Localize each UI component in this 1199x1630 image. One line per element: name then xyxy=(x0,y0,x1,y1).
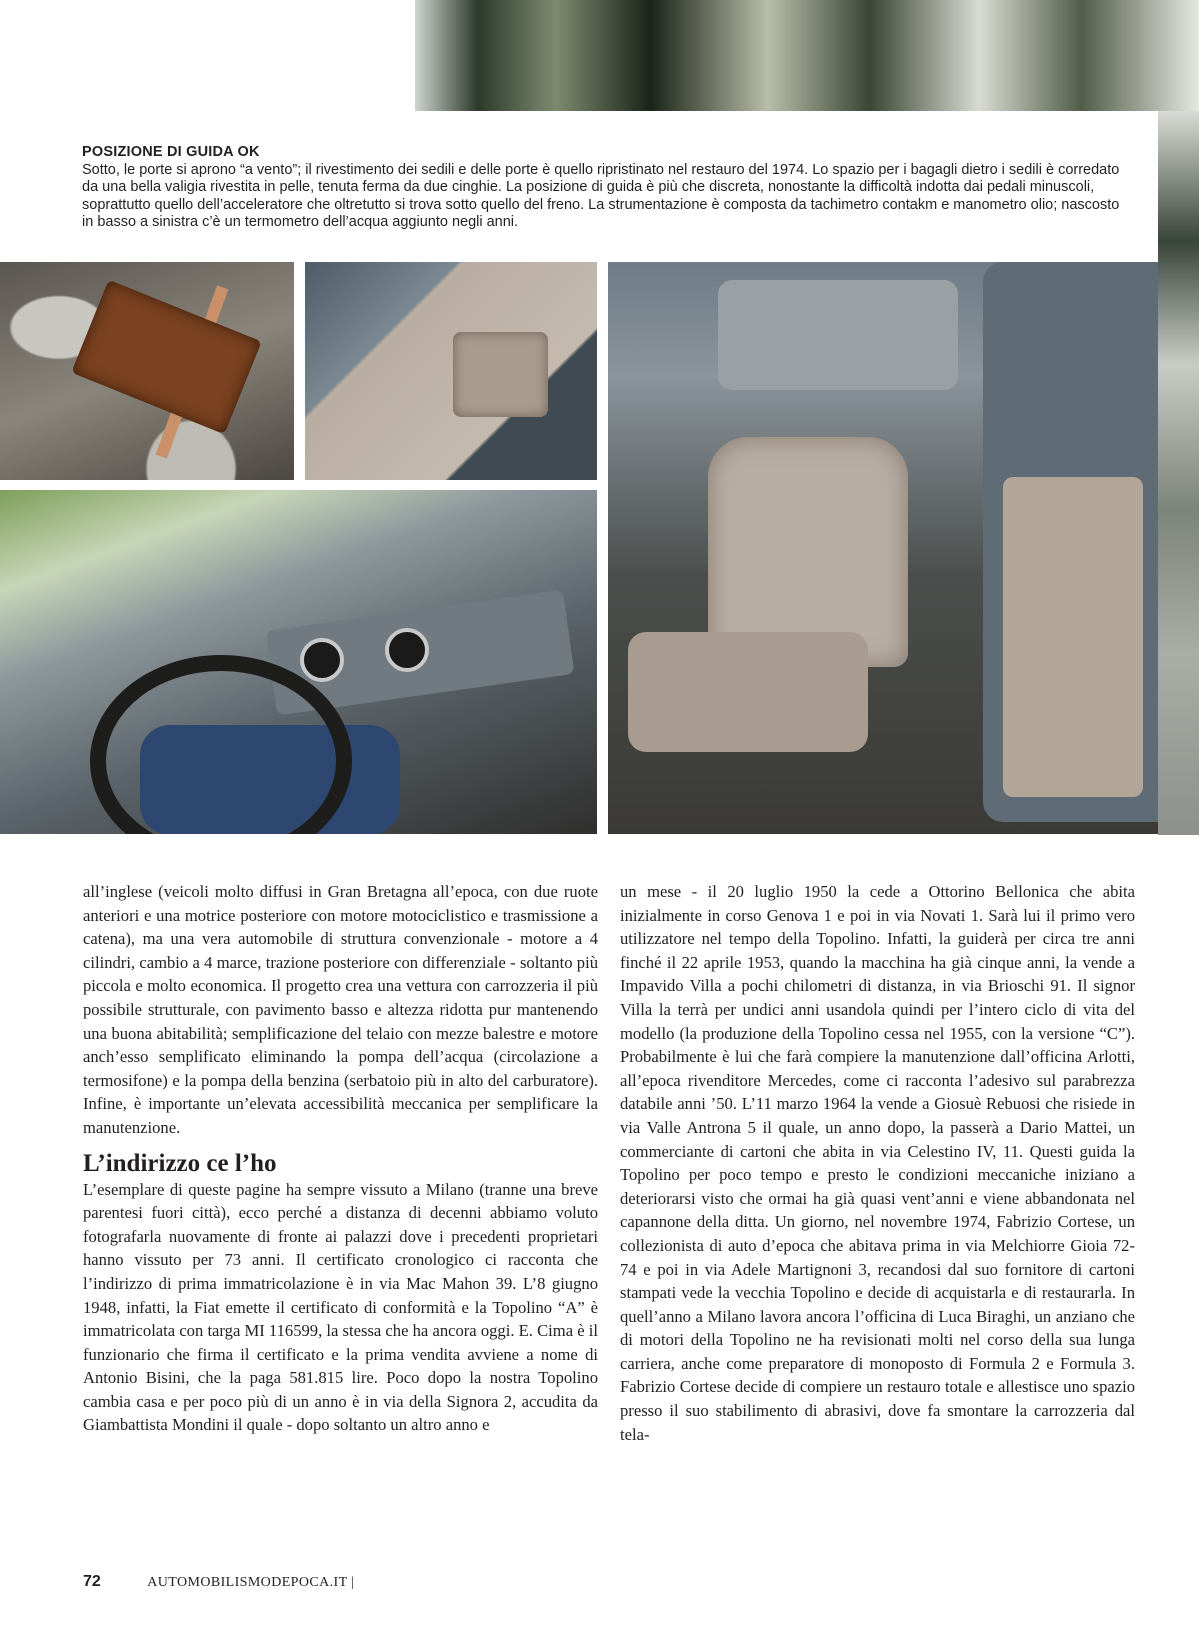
door-trim-shape xyxy=(1003,477,1143,797)
caption-body: Sotto, le porte si aprono “a vento”; il rivestimento dei sedili e delle porte è quello ripristinato nel restauro del 1974. Lo spazio per i bagagli dietro i sedili è corredato da una bella valigia rivestita in pelle, tenuta ferma da due cinghie. La posizione di guida è più che discreta, nonostante la difficoltà indotta dai pedali minuscoli, soprattutto quello dell’acceleratore che oltretutto si trova sotto quello del freno. La strumentazione è composta da tachimetro contakm e manometro olio; nascosto in basso a sinistra c’è un termometro dell’acqua aggiunto negli anni. xyxy=(82,162,1120,231)
article-column-left xyxy=(83,880,598,1437)
site-name: AUTOMOBILISMODEPOCA.IT | xyxy=(147,1575,355,1590)
section-heading: L’indirizzo ce l’ho xyxy=(83,1149,277,1177)
folded-roof-shape xyxy=(718,280,958,390)
seat-base-shape xyxy=(628,632,868,752)
page-number: 72 xyxy=(83,1573,101,1590)
suitcase-shape xyxy=(71,280,261,435)
photo-door-panel xyxy=(305,262,597,480)
photo-seat-interior xyxy=(608,262,1158,834)
article-paragraph: L’esemplare di queste pagine ha sempre vissuto a Milano (tranne una breve parentesi fuori città), ecco perché a distanza di decenni abbiamo voluto fotografarla nuovamente di fronte ai palazzi dove i precedenti proprietari hanno vissuto per 73 anni. Il certificato cronologico ci racconta che l’indirizzo di prima immatricolazione è in via Mac Mahon 39. L’8 giugno 1948, infatti, la Fiat emette il certificato di conformità e la Topolino “A” è immatricolata con targa MI 116599, la stessa che ha ancora oggi. E. Cima è il funzionario che firma il certificato e la prima vendita avviene a nome di Antonio Bisini, che la paga 581.815 lire. Poco dopo la nostra Topolino cambia casa e per poco più di un anno è in via della Signora 2, accudita da Giambattista Mondini il quale - dopo soltanto un altro anno e xyxy=(83,1179,598,1435)
article-paragraph: all’inglese (veicoli molto diffusi in Gran Bretagna all’epoca, con due ruote anteriori e una motrice posteriore con motore motociclistico e trasmissione a catena), ma una vera automobile di struttura convenzionale - motore a 4 cilindri, cambio a 4 marce, trazione posteriore con differenziale - soltanto più piccola e molto economica. Il progetto crea una vettura con carrozzeria il più possibile strutturale, con pavimento basso e altezza ridotta pur mantenendo una buona abitabilità; semplificazione del telaio con mezze balestre e motore anch’esso semplificato eliminando la pompa dell’acqua (circolazione a termosifone) e la pompa della benzina (serbatoio più in alto del carburatore). Infine, è importante un’elevata accessibilità meccanica per semplificare la manutenzione. xyxy=(83,882,598,1137)
caption-title: POSIZIONE DI GUIDA OK xyxy=(82,144,260,160)
gauge-icon xyxy=(300,638,344,682)
hero-photo-strip xyxy=(415,0,1199,111)
article-column-right xyxy=(620,880,1135,1446)
hero-photo-edge xyxy=(1158,111,1199,835)
gauge-icon xyxy=(385,628,429,672)
page-footer xyxy=(83,1573,354,1591)
article-paragraph: un mese - il 20 luglio 1950 la cede a Ottorino Bellonica che abita inizialmente in corso Genova 1 e poi in via Novati 1. Sarà lui il primo vero utilizzatore nel tempo della Topolino. Infatti, la guiderà per circa tre anni finché il 22 aprile 1953, quando la macchina ha già cinque anni, la vende a Impavido Villa a pochi chilometri di distanza, in via Brioschi 91. Il signor Villa la terrà per undici anni usandola quindi per l’intero ciclo di vita del modello (la produzione della Topolino cessa nel 1955, con la versione “C”). Probabilmente è lui che farà compiere la manutenzione dall’officina Arlotti, all’epoca rivenditore Mercedes, come ci racconta l’adesivo sul parabrezza databile anni ’50. L’11 marzo 1964 la vende a Giosuè Rebuosi che risiede in via Valle Antrona 5 il quale, un anno dopo, la passerà a Dario Mattei, un commerciante di cartoni che abita in via Celestino IV, 11. Questi guida la Topolino per poco tempo e presto le condizioni meccaniche iniziano a deteriorarsi visto che ormai ha già quasi vent’anni e viene abbandonata nel capannone della ditta. Un giorno, nel novembre 1974, Fabrizio Cortese, un collezionista di auto d’epoca che abitava prima in via Melchiorre Gioia 72-74 e poi in via Adele Martignoni 3, recandosi dal suo fornitore di cartoni stampati vede la vecchia Topolino e decide di acquistarla e di restaurarla. In quell’anno a Milano lavora ancora l’officina di Luca Biraghi, un anziano che di motori della Topolino ne ha revisionati molti nel corso della sua lunga carriera, anche come preparatore di monoposto di Formula 2 e Formula 3. Fabrizio Cortese decide di compiere un restauro totale e allestisce uno spazio presso il suo stabilimento di abrasivi, dove fa smontare la carrozzeria dal tela- xyxy=(620,882,1135,1444)
photo-dashboard xyxy=(0,490,597,834)
photo-luggage-compartment xyxy=(0,262,294,480)
door-pocket-shape xyxy=(453,332,548,417)
photo-caption xyxy=(82,143,1130,232)
